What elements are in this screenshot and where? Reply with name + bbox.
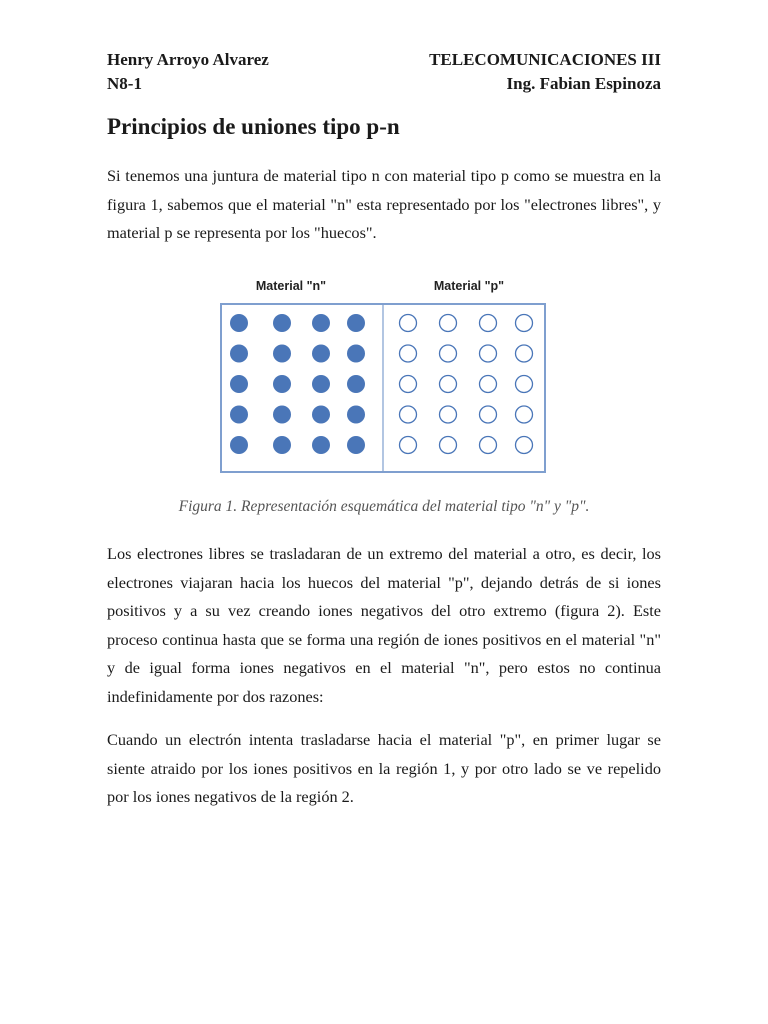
document-header [107,48,661,96]
hole-circle [400,315,417,332]
electron-dot [273,345,291,363]
hole-circle [480,345,497,362]
hole-circle [516,345,533,362]
electron-dot [273,314,291,332]
instructor-name: Ing. Fabian Espinoza [506,74,661,93]
electron-dot [230,375,248,393]
hole-circle [400,376,417,393]
electron-dot [230,314,248,332]
electron-dot [312,375,330,393]
electron-dot [312,314,330,332]
paragraph-attraction: Cuando un electrón intenta trasladarse hacia el material "p", en primer lugar se siente atraido por los iones positivos en la región 1, y por otro lado se ve repelido por los iones negativos de la región 2. [107,730,661,806]
figure-caption: Figura 1. Representación esquemática del material tipo "n" y "p". [178,498,590,515]
hole-circle [516,406,533,423]
electron-dot [312,406,330,424]
course-name: TELECOMUNICACIONES III [429,50,661,69]
hole-circle [480,376,497,393]
hole-circle [480,315,497,332]
author-name: Henry Arroyo Alvarez [107,50,269,69]
hole-circle [516,437,533,454]
electron-dot [312,345,330,363]
paragraph-electrons: Los electrones libres se trasladaran de un extremo del material a otro, es decir, los electrones viajaran hacia los huecos del material "p", dejando detrás de si iones positivos y a su vez creando iones negativos del otro extremo (figura 2). Este proceso continua hasta que se forma una región de iones positivos en el material "n" y de igual forma iones negativos en el material "n", pero estos no continua indefinidamente por dos razones: [107,544,661,706]
electron-dot [230,345,248,363]
electron-dot [347,436,365,454]
hole-circle [440,315,457,332]
material-p-label: Material "p" [433,279,505,293]
pn-junction-diagram [219,272,549,476]
electron-dot [347,345,365,363]
hole-circle [440,345,457,362]
electron-dot [347,314,365,332]
electron-dot [312,436,330,454]
electron-dot [230,406,248,424]
electron-dot [347,375,365,393]
hole-circle [400,437,417,454]
document-page [107,0,661,1024]
hole-circle [480,406,497,423]
header-row-1 [107,48,661,72]
electron-dot [273,436,291,454]
hole-circle [400,406,417,423]
hole-circle [440,406,457,423]
page-title: Principios de uniones tipo p-n [107,114,400,139]
electron-dot [347,406,365,424]
hole-circle [480,437,497,454]
electron-dot [273,375,291,393]
hole-circle [516,315,533,332]
figure-1 [219,272,549,476]
paragraph-intro: Si tenemos una juntura de material tipo n con material tipo p como se muestra en la figura 1, sabemos que el material "n" esta representado por los "electrones libres", y material p se representa por los "huecos". [107,166,661,242]
hole-circle [400,345,417,362]
electron-dot [230,436,248,454]
hole-circle [440,437,457,454]
hole-circle [440,376,457,393]
material-n-label: Material "n" [255,279,327,293]
hole-circle [516,376,533,393]
header-row-2 [107,72,661,96]
group-code: N8-1 [107,74,142,93]
electron-dot [273,406,291,424]
